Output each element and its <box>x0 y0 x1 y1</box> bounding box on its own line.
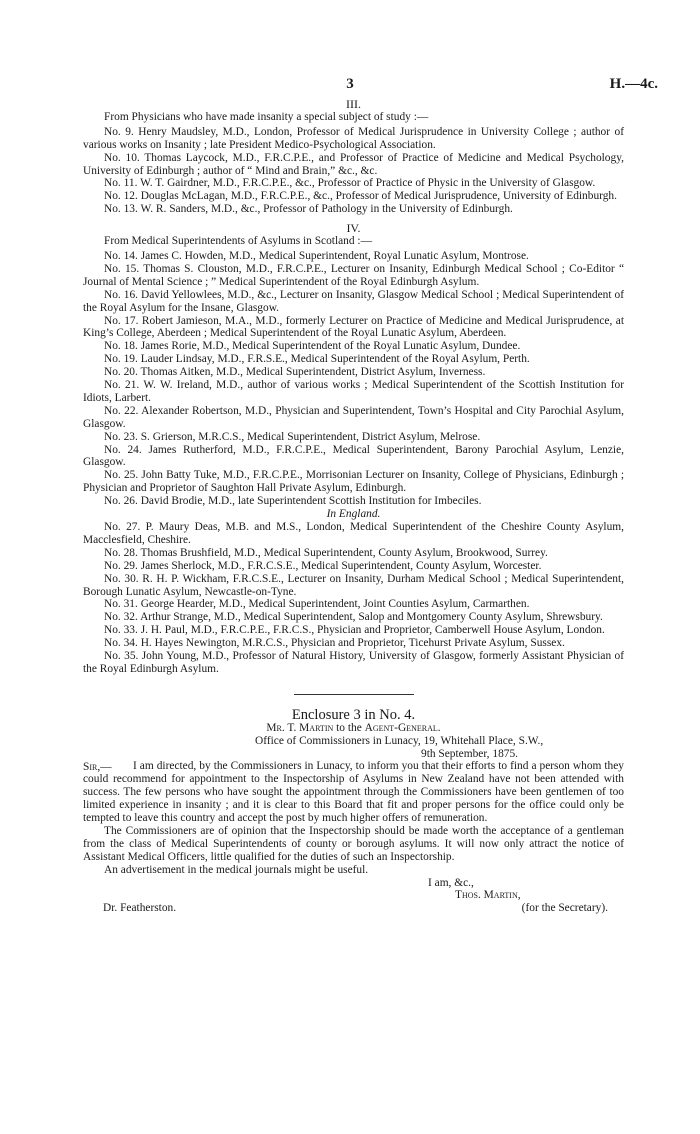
list-entry: No. 30. R. H. P. Wickham, F.R.C.S.E., Lecturer on Insanity, Durham Medical School ; Medical Superintendent, Borough Lunatic Asylum, Newcastle-on-Tyne. <box>83 572 624 598</box>
list-entry: No. 16. David Yellowlees, M.D., &c., Lecturer on Insanity, Glasgow Medical School ; Medical Superintendent of the Royal Asylum for the Insane, Glasgow. <box>83 288 624 314</box>
section-numeral-iii: III. <box>346 97 361 111</box>
salutation: Sir,— <box>83 760 112 773</box>
enclosure-title: Enclosure 3 in No. 4. <box>291 706 416 723</box>
list-entry: No. 23. S. Grierson, M.R.C.S., Medical Superintendent, District Asylum, Melrose. <box>104 430 481 443</box>
list-entry: No. 12. Douglas McLagan, M.D., F.R.C.P.E., &c., Professor of Medical Jurisprudence, University of Edinburgh. <box>104 190 617 203</box>
from-connector: to the <box>336 721 362 734</box>
section-numeral-iv: IV. <box>346 221 361 236</box>
list-entry: No. 9. Henry Maudsley, M.D., London, Professor of Medical Jurisprudence in University College ; author of various works on Insanity ; late President Medico-Psychological Association. <box>83 125 624 151</box>
page-number: 3 <box>346 76 354 92</box>
list-entry: No. 14. James C. Howden, M.D., Medical Superintendent, Royal Lunatic Asylum, Montrose. <box>104 249 529 262</box>
list-entry: No. 31. George Hearder, M.D., Medical Superintendent, Joint Counties Asylum, Carmarthen. <box>104 598 530 611</box>
list-entry: No. 25. John Batty Tuke, M.D., F.R.C.P.E., Morrisonian Lecturer on Insanity, College of Physicians, Edinburgh ; Physician and Proprietor of Saughton Hall Private Asylum, Edinburgh. <box>83 469 624 495</box>
document-reference: H.—4c. <box>609 76 658 92</box>
list-entry: No. 13. W. R. Sanders, M.D., &c., Professor of Pathology in the University of Edinburgh. <box>104 203 513 216</box>
signature-name: Thos. Martin, <box>455 889 521 902</box>
list-entry: No. 27. P. Maury Deas, M.B. and M.S., London, Medical Superintendent of the Cheshire County Asylum, Macclesfield, Cheshire. <box>83 521 624 546</box>
list-entry: No. 18. James Rorie, M.D., Medical Superintendent of the Royal Lunatic Asylum, Dundee. <box>104 340 521 353</box>
list-entry: No. 15. Thomas S. Clouston, M.D., F.R.C.P.E., Lecturer on Insanity, Edinburgh Medical School ; Co-Editor “ Journal of Mental Science ; ” Medical Superintendent of the Royal Edinburgh Asylum. <box>83 262 624 288</box>
list-entry: No. 22. Alexander Robertson, M.D., Physician and Superintendent, Town’s Hospital and City Parochial Asylum, Glasgow. <box>83 404 624 430</box>
for-secretary: (for the Secretary). <box>521 902 608 915</box>
section-divider <box>294 694 414 695</box>
letter-date: 9th September, 1875. <box>421 747 518 760</box>
letter-paragraph: The Commissioners are of opinion that the Inspectorship should be made worth the acceptance of a gentleman from the class of Medical Superintendents of county or borough asylums. It will now only attract the notice of Assistant Medical Officers, little qualified for the duties of such an Inspectorship. <box>83 824 624 863</box>
letter-paragraph: An advertisement in the medical journals might be useful. <box>104 863 369 876</box>
letter-closing: I am, &c., <box>428 876 474 889</box>
addressee: Dr. Featherston. <box>103 902 177 915</box>
list-entry: No. 17. Robert Jamieson, M.A., M.D., formerly Lecturer on Practice of Medicine and Medical Jurisprudence, at King’s College, Aberdeen ; Medical Superintendent of the Royal Lunatic Asylum, Aberdeen. <box>83 314 624 340</box>
list-entry: No. 26. David Brodie, M.D., late Superintendent Scottish Institution for Imbeciles. <box>104 495 482 508</box>
list-entry: No. 34. H. Hayes Newington, M.R.C.S., Physician and Proprietor, Ticehurst Private Asylum, Sussex. <box>104 637 565 650</box>
list-entry: No. 29. James Sherlock, M.D., F.R.C.S.E., Medical Superintendent, County Asylum, Worcester. <box>104 559 542 572</box>
letter-paragraph: I am directed, by the Commissioners in Lunacy, to inform you that their efforts to find a person whom they could recommend for appointment to the Inspectorship of Asylums in New Zealand have not been attended with success. The few persons who have sought the appointment through the Commissioners have been gentlemen of too limited experience in insanity ; and it is clear to this Board that fit and proper persons for the office could only be tempted to leave this country and accept the post by much higher offers of remuneration. <box>83 760 624 825</box>
england-heading: In England. <box>326 508 381 521</box>
list-entry: No. 24. James Rutherford, M.D., F.R.C.P.E., Medical Superintendent, Barony Parochial Asylum, Lenzie, Glasgow. <box>83 443 624 469</box>
list-entry: No. 21. W. W. Ireland, M.D., author of various works ; Medical Superintendent of the Scottish Institution for Idiots, Larbert. <box>83 379 624 404</box>
list-entry: No. 20. Thomas Aitken, M.D., Medical Superintendent, District Asylum, Inverness. <box>104 366 486 379</box>
list-entry: No. 33. J. H. Paul, M.D., F.R.C.P.E., F.R.C.S., Physician and Proprietor, Camberwell House Asylum, London. <box>104 624 605 637</box>
list-entry: No. 32. Arthur Strange, M.D., Medical Superintendent, Salop and Montgomery County Asylum, Shrewsbury. <box>104 611 603 624</box>
list-entry: No. 11. W. T. Gairdner, M.D., F.R.C.P.E., &c., Professor of Practice of Physic in the University of Glasgow. <box>104 177 596 190</box>
section-iv-intro: From Medical Superintendents of Asylums in Scotland :— <box>104 235 372 248</box>
enclosure-from-line <box>83 722 624 735</box>
office-address: Office of Commissioners in Lunacy, 19, Whitehall Place, S.W., <box>255 734 544 747</box>
section-iii-intro: From Physicians who have made insanity a special subject of study :— <box>104 110 429 123</box>
text-column <box>83 98 624 916</box>
list-entry: No. 28. Thomas Brushfield, M.D., Medical Superintendent, County Asylum, Brookwood, Surrey. <box>104 546 548 559</box>
recipient-title: Agent-General. <box>364 721 441 734</box>
list-entry: No. 19. Lauder Lindsay, M.D., F.R.S.E., Medical Superintendent of the Royal Asylum, Perth. <box>104 353 530 366</box>
list-entry: No. 10. Thomas Laycock, M.D., F.R.C.P.E., and Professor of Practice of Medicine and Medical Psychology, University of Edinburgh ; author of “ Mind and Brain,” &c., &c. <box>83 151 624 177</box>
signature-row <box>83 902 624 916</box>
list-entry: No. 35. John Young, M.D., Professor of Natural History, University of Glasgow, formerly Assistant Physician of the Royal Edinburgh Asylum. <box>83 650 624 675</box>
sender-name: Mr. T. Martin <box>266 721 334 734</box>
